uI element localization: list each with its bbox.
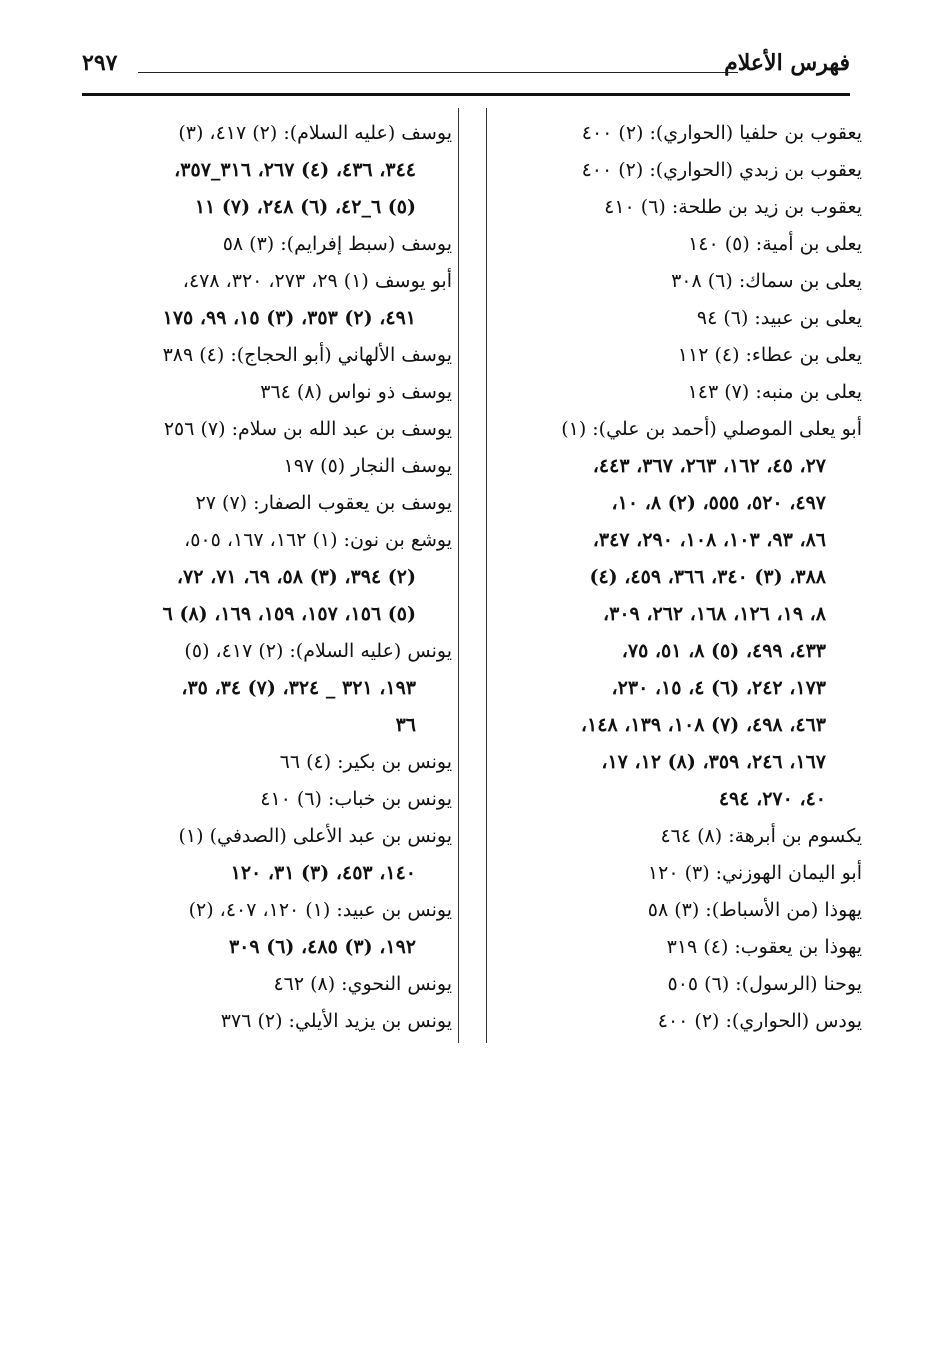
index-entry-heading: يوشع بن نون: (١) ١٦٢، ١٦٧، ٥٠٥،: [184, 529, 452, 551]
index-entry-continuation: (٢) ٣٩٤، (٣) ٥٨، ٦٩، ٧١، ٧٢،: [176, 566, 416, 588]
index-entry-continuation: ٨٦، ٩٣، ١٠٣، ١٠٨، ٢٩٠، ٣٤٧،: [592, 529, 826, 551]
index-entry-heading: يعلى بن عبيد: (٦) ٩٤: [696, 307, 862, 329]
index-entry-continuation: ١٧٣، ٢٤٢، (٦) ٤، ١٥، ٢٣٠،: [611, 677, 826, 699]
index-entry: [80, 818, 452, 892]
index-entry-heading: يونس بن عبيد: (١) ١٢٠، ٤٠٧، (٢): [188, 899, 452, 921]
index-entry-heading: أبو يوسف (١) ٢٩، ٢٧٣، ٣٢٠، ٤٧٨،: [182, 270, 452, 292]
page-number: ٢٩٧: [82, 50, 118, 76]
index-entry: [490, 855, 862, 892]
index-entry-heading: يعلى بن منبه: (٧) ١٤٣: [687, 381, 862, 403]
index-entry-continuation: ٤٠، ٢٧٠، ٤٩٤: [718, 788, 826, 810]
index-entry: [490, 411, 862, 818]
index-entry-continuation: ٣٤٤، ٤٣٦، (٤) ٢٦٧، ٣١٦_٣٥٧،: [174, 159, 416, 181]
index-entry-heading: يونس بن عبد الأعلى (الصدفي) (١): [178, 825, 452, 847]
index-entry-continuation: ٤٩٧، ٥٢٠، ٥٥٥، (٢) ٨، ١٠،: [611, 492, 826, 514]
index-entry-heading: يونس (عليه السلام): (٢) ٤١٧، (٥): [184, 640, 452, 662]
header-rule: [82, 93, 850, 96]
index-entry: [80, 1003, 452, 1040]
index-entry-heading: يوسف النجار (٥) ١٩٧: [283, 455, 452, 477]
index-entry: [490, 337, 862, 374]
index-entry-continuation: ٤٦٣، ٤٩٨، (٧) ١٠٨، ١٣٩، ١٤٨،: [580, 714, 826, 736]
index-entry-heading: يوسف الألهاني (أبو الحجاج): (٤) ٣٨٩: [162, 344, 452, 366]
index-entry: [490, 263, 862, 300]
index-entry-heading: يونس النحوي: (٨) ٤٦٢: [273, 973, 452, 995]
index-entry: [490, 929, 862, 966]
index-entry-continuation: ١٤٠، ٤٥٣، (٣) ٣١، ١٢٠: [230, 862, 416, 884]
index-entry: [80, 633, 452, 744]
index-entry-heading: يهوذا بن يعقوب: (٤) ٣١٩: [666, 936, 862, 958]
page-header: [82, 50, 850, 94]
index-entry-heading: يونس بن خباب: (٦) ٤١٠: [260, 788, 452, 810]
index-entry: [490, 189, 862, 226]
index-entry-heading: يونس بن يزيد الأيلي: (٢) ٣٧٦: [220, 1010, 452, 1032]
index-entry: [80, 115, 452, 226]
index-entry-continuation: ١٩٣، ٣٢١ _ ٣٢٤، (٧) ٣٤، ٣٥،: [181, 677, 416, 699]
index-entry-heading: يوسف (سبط إفرايم): (٣) ٥٨: [222, 233, 452, 255]
column-divider-right: [486, 108, 487, 1043]
index-entry: [490, 1003, 862, 1040]
header-dash-line: [138, 72, 738, 73]
index-entry: [490, 226, 862, 263]
index-entry-heading: أبو يعلى الموصلي (أحمد بن علي): (١): [561, 418, 862, 440]
index-entry-continuation: ١٩٢، (٣) ٤٨٥، (٦) ٣٠٩: [228, 936, 416, 958]
index-entry-continuation: ٣٨٨، (٣) ٣٤٠، ٣٦٦، ٤٥٩، (٤): [589, 566, 826, 588]
index-entry-heading: يعقوب بن زبدي (الحواري): (٢) ٤٠٠: [581, 159, 862, 181]
index-entry-heading: يوسف ذو نواس (٨) ٣٦٤: [260, 381, 452, 403]
index-entry: [80, 744, 452, 781]
index-entry: [80, 892, 452, 966]
index-entry: [80, 226, 452, 263]
index-entry-heading: يوسف بن عبد الله بن سلام: (٧) ٢٥٦: [163, 418, 452, 440]
index-entry-continuation: ٣٦: [395, 714, 416, 736]
index-entry: [80, 411, 452, 448]
index-entry-heading: يهوذا (من الأسباط): (٣) ٥٨: [647, 899, 862, 921]
index-entry: [80, 781, 452, 818]
index-entry-heading: يعلى بن أمية: (٥) ١٤٠: [688, 233, 862, 255]
index-entry: [80, 337, 452, 374]
index-entry: [490, 966, 862, 1003]
index-entry: [490, 300, 862, 337]
index-entry: [80, 522, 452, 633]
index-entry: [80, 263, 452, 337]
index-entry: [490, 374, 862, 411]
index-entry-heading: يودس (الحواري): (٢) ٤٠٠: [657, 1010, 862, 1032]
index-column-right: [490, 115, 862, 1040]
index-column-left: [80, 115, 452, 1040]
index-entry-heading: يعقوب بن حلفيا (الحواري): (٢) ٤٠٠: [581, 122, 862, 144]
index-entry-heading: يوسف بن يعقوب الصفار: (٧) ٢٧: [195, 492, 452, 514]
index-entry-continuation: (٥) ١٥٦، ١٥٧، ١٥٩، ١٦٩، (٨) ٦: [162, 603, 416, 625]
index-entry-continuation: (٥) ٦_٤٢، (٦) ٢٤٨، (٧) ١١: [194, 196, 416, 218]
index-entry-heading: يعلى بن سماك: (٦) ٣٠٨: [671, 270, 862, 292]
index-entry-continuation: ٢٧، ٤٥، ١٦٢، ٢٦٣، ٣٦٧، ٤٤٣،: [592, 455, 826, 477]
index-entry: [490, 152, 862, 189]
index-entry: [80, 485, 452, 522]
running-title: فهرس الأعلام: [724, 50, 850, 76]
index-entry: [80, 966, 452, 1003]
index-entry-heading: يعلى بن عطاء: (٤) ١١٢: [677, 344, 862, 366]
index-entry-heading: يوحنا (الرسول): (٦) ٥٠٥: [667, 973, 862, 995]
index-entry: [490, 818, 862, 855]
index-entry-continuation: ٤٩١، (٢) ٣٥٣، (٣) ١٥، ٩٩، ١٧٥: [162, 307, 416, 329]
index-entry-continuation: ٤٣٣، ٤٩٩، (٥) ٨، ٥١، ٧٥،: [621, 640, 826, 662]
column-divider-left: [458, 108, 459, 1043]
index-entry: [80, 448, 452, 485]
index-entry: [80, 374, 452, 411]
index-entry-continuation: ١٦٧، ٢٤٦، ٣٥٩، (٨) ١٢، ١٧،: [601, 751, 826, 773]
index-entry-heading: يكسوم بن أبرهة: (٨) ٤٦٤: [660, 825, 862, 847]
index-entry-heading: يوسف (عليه السلام): (٢) ٤١٧، (٣): [178, 122, 452, 144]
index-entry-continuation: ٨، ١٩، ١٢٦، ١٦٨، ٢٦٢، ٣٠٩،: [602, 603, 826, 625]
index-entry-heading: يونس بن بكير: (٤) ٦٦: [279, 751, 452, 773]
index-entry-heading: أبو اليمان الهوزني: (٣) ١٢٠: [647, 862, 862, 884]
index-entry: [490, 115, 862, 152]
index-entry: [490, 892, 862, 929]
index-entry-heading: يعقوب بن زيد بن طلحة: (٦) ٤١٠: [604, 196, 862, 218]
